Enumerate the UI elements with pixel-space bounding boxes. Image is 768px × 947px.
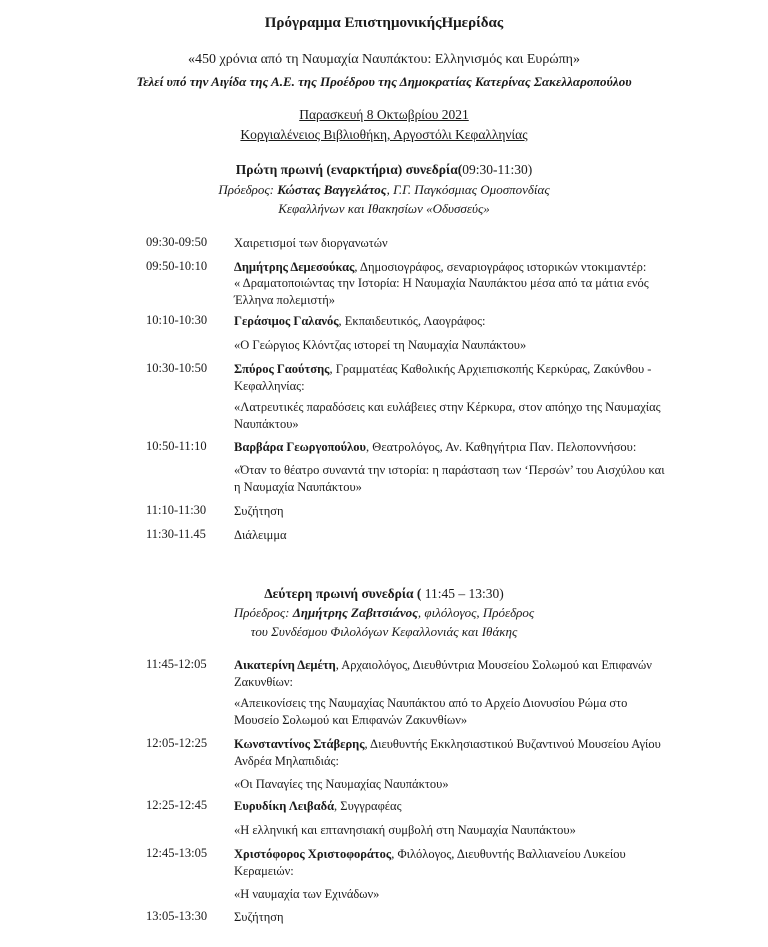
item-time: 11:45-12:05 bbox=[146, 657, 207, 671]
session1-chair-label: Πρόεδρος: bbox=[218, 182, 278, 197]
event-venue: Κοργιαλένειος Βιβλιοθήκη, Αργοστόλι Κεφαλληνίας bbox=[240, 127, 528, 142]
talk-title: «Η ναυμαχία των Εχινάδων» bbox=[234, 887, 380, 901]
event-date: Παρασκευή 8 Οκτωβρίου 2021 bbox=[299, 107, 469, 122]
item-time: 09:30-09:50 bbox=[146, 235, 208, 249]
talk-title: «Λατρευτικές παραδόσεις και ευλάβειες στην Κέρκυρα, στον απόηχο της Ναυμαχίας Ναυπάκτου» bbox=[234, 400, 661, 431]
item-time: 12:05-12:25 bbox=[146, 736, 208, 750]
item-time: 11:30-11.45 bbox=[146, 527, 206, 541]
session1-chair-role-line2: Κεφαλλήνων και Ιθακησίων «Οδυσσεύς» bbox=[278, 201, 490, 216]
item-description: Διάλειμμα bbox=[234, 528, 287, 542]
session2-title-main: Δεύτερη πρωινή συνεδρία ( bbox=[264, 586, 422, 601]
speaker-name: Βαρβάρα Γεωργοπούλου bbox=[234, 440, 367, 454]
speaker-role: , Εκπαιδευτικός, Λαογράφος: bbox=[338, 314, 486, 328]
talk-title: «Όταν το θέατρο συναντά την ιστορία: η παράσταση των ‘Περσών’ του Αισχύλου και η Ναυμαχία Ναυπάκτου» bbox=[234, 463, 665, 494]
session2-title bbox=[0, 586, 768, 602]
session1-title-time: 09:30-11:30) bbox=[462, 162, 533, 177]
item-description bbox=[234, 798, 666, 815]
speaker-name: Σπύρος Γαούτσης bbox=[234, 362, 330, 376]
speaker-role: , Δημοσιογράφος, σεναριογράφος ιστορικών ντοκιμαντέρ: bbox=[354, 260, 647, 274]
session2-chair-role: , φιλόλογος, Πρόεδρος bbox=[417, 605, 535, 620]
session1-chair-name: Κώστας Βαγγελάτος bbox=[277, 182, 387, 197]
talk-title: «Απεικονίσεις της Ναυμαχίας Ναυπάκτου από το Αρχείο Διονυσίου Ρώμα στο Μουσείο Σολωμού και Επιφανών Ζακυνθίων» bbox=[234, 696, 628, 727]
talk-title: «Ο Γεώργιος Κλόντζας ιστορεί τη Ναυμαχία Ναυπάκτου» bbox=[234, 338, 527, 352]
item-time: 11:10-11:30 bbox=[146, 503, 207, 517]
speaker-name: Κωνσταντίνος Στάβερης bbox=[234, 737, 365, 751]
item-description: Χαιρετισμοί των διοργανωτών bbox=[234, 236, 388, 250]
item-description bbox=[234, 313, 666, 330]
conference-subtitle: «450 χρόνια από τη Ναυμαχία Ναυπάκτου: Ελληνισμός και Ευρώπη» bbox=[188, 52, 580, 67]
item-description: Συζήτηση bbox=[234, 504, 284, 518]
item-time: 12:25-12:45 bbox=[146, 798, 208, 812]
item-description bbox=[234, 846, 666, 880]
session2-chair-name: Δημήτρης Ζαβιτσιάνος bbox=[292, 605, 418, 620]
item-description bbox=[234, 259, 666, 276]
item-description bbox=[234, 736, 666, 770]
item-description bbox=[234, 439, 666, 456]
document-title: Πρόγραμμα ΕπιστημονικήςΗμερίδας bbox=[264, 15, 504, 31]
session1-title bbox=[0, 162, 768, 178]
speaker-role: , Γραμματέας Καθολικής Αρχιεπισκοπής Κερκύρας, Ζακύνθου - Κεφαλληνίας: bbox=[234, 362, 652, 393]
item-description bbox=[234, 361, 666, 395]
item-time: 10:50-11:10 bbox=[146, 439, 207, 453]
item-description bbox=[234, 657, 666, 691]
patronage-line: Τελεί υπό την Αιγίδα της Α.Ε. της Προέδρου της Δημοκρατίας Κατερίνας Σακελλαροπούλου bbox=[136, 74, 632, 89]
speaker-name: Αικατερίνη Δεμέτη bbox=[234, 658, 336, 672]
session2-chair-role-line2: του Συνδέσμου Φιλολόγων Κεφαλλονιάς και Ιθάκης bbox=[250, 624, 518, 639]
speaker-role: , Φιλόλογος, Διευθυντής Βαλλιανείου Λυκείου Κεραμειών: bbox=[234, 847, 626, 878]
speaker-name: Γεράσιμος Γαλανός bbox=[234, 314, 339, 328]
item-time: 13:05-13:30 bbox=[146, 909, 208, 923]
speaker-role: , Συγγραφέας bbox=[334, 799, 402, 813]
session1-chair bbox=[0, 182, 768, 198]
speaker-name: Δημήτρης Δεμεσούκας bbox=[234, 260, 355, 274]
speaker-name: Χριστόφορος Χριστοφοράτος bbox=[234, 847, 392, 861]
session1-chair-role: , Γ.Γ. Παγκόσμιας Ομοσπονδίας bbox=[386, 182, 550, 197]
session2-chair-label: Πρόεδρος: bbox=[233, 605, 293, 620]
item-description: Συζήτηση bbox=[234, 910, 284, 924]
talk-title: «Οι Παναγίες της Ναυμαχίας Ναυπάκτου» bbox=[234, 777, 449, 791]
session2-title-time: 11:45 – 13:30) bbox=[421, 586, 504, 601]
speaker-role: , Αρχαιολόγος, Διευθύντρια Μουσείου Σολωμού και Επιφανών Ζακυνθίων: bbox=[234, 658, 652, 689]
item-time: 09:50-10:10 bbox=[146, 259, 208, 273]
speaker-role: , Θεατρολόγος, Αν. Καθηγήτρια Παν. Πελοποννήσου: bbox=[366, 440, 637, 454]
session1-title-main: Πρώτη πρωινή (εναρκτήρια) συνεδρία( bbox=[235, 162, 463, 177]
session2-chair bbox=[0, 605, 768, 621]
speaker-role: , Διευθυντής Εκκλησιαστικού Βυζαντινού Μουσείου Αγίου Ανδρέα Μηλαπιδιάς: bbox=[234, 737, 661, 768]
talk-title: «Η ελληνική και επτανησιακή συμβολή στη Ναυμαχία Ναυπάκτου» bbox=[234, 823, 576, 837]
talk-title: « Δραματοποιώντας την Ιστορία: Η Ναυμαχία Ναυπάκτου μέσα από τα μάτια ενός Έλληνα πολεμιστή» bbox=[234, 276, 649, 307]
item-time: 10:10-10:30 bbox=[146, 313, 208, 327]
item-time: 10:30-10:50 bbox=[146, 361, 208, 375]
speaker-name: Ευρυδίκη Λειβαδά bbox=[234, 799, 335, 813]
item-time: 12:45-13:05 bbox=[146, 846, 208, 860]
